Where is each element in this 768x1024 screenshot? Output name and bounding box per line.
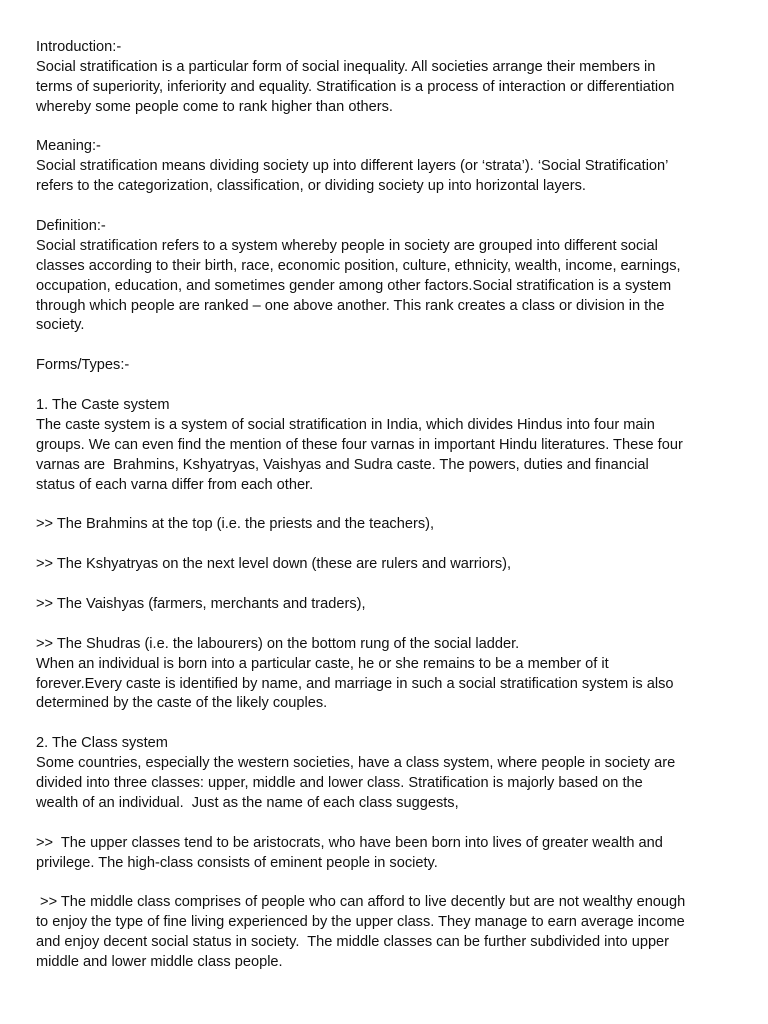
text-line: divided into three classes: upper, middle and lower class. Stratification is majorly based on the [36,774,643,791]
text-line: varnas are Brahmins, Kshyatryas, Vaishyas and Sudra caste. The powers, duties and financial [36,456,649,473]
text-line: occupation, education, and sometimes gender among other factors.Social stratification is a system [36,277,672,294]
text-line: forever.Every caste is identified by name, and marriage in such a social stratification system is also [36,675,674,692]
bullet-item: >> The upper classes tend to be aristocrats, who have been born into lives of greater wealth and [36,834,663,851]
blank-line [36,814,736,834]
section-heading: Introduction:- [36,39,122,55]
blank-line [36,495,736,515]
blank-line [36,615,736,635]
text-line: through which people are ranked – one above another. This rank creates a class or division in the [36,297,665,314]
text-line: middle and lower middle class people. [36,953,283,970]
blank-line [36,873,736,893]
bullet-item: >> The Vaishyas (farmers, merchants and traders), [36,595,366,612]
section-heading: Definition:- [36,218,106,235]
text-line: status of each varna differ from each other. [36,476,314,493]
blank-line [36,575,736,595]
text-line: refers to the categorization, classification, or dividing society up into horizontal layers. [36,178,586,195]
bullet-item: >> The Kshyatryas on the next level down (these are rulers and warriors), [36,556,512,573]
document-page [36,38,736,973]
blank-line [36,714,736,734]
text-line: whereby some people come to rank higher than others. [36,98,393,115]
text-line: When an individual is born into a particular caste, he or she remains to be a member of it [36,655,609,672]
blank-line [36,535,736,555]
subsection-heading: 2. The Class system [36,735,168,752]
text-line: The caste system is a system of social stratification in India, which divides Hindus into four main [36,416,655,433]
text-line: wealth of an individual. Just as the name of each class suggests, [36,794,459,811]
bullet-item: >> The middle class comprises of people who can afford to live decently but are not wealthy enough [36,894,686,911]
bullet-item: >> The Shudras (i.e. the labourers) on the bottom rung of the social ladder. [36,635,520,652]
text-line: privilege. The high-class consists of eminent people in society. [36,854,438,871]
blank-line [36,197,736,217]
bullet-item: >> The Brahmins at the top (i.e. the priests and the teachers), [36,516,435,533]
text-line: classes according to their birth, race, economic position, culture, ethnicity, wealth, income, earnings, [36,257,681,274]
text-line: Social stratification means dividing society up into different layers (or ‘strata’). ‘Social Stratification’ [36,158,669,175]
text-line: groups. We can even find the mention of these four varnas in important Hindu literatures. These four [36,436,683,453]
subsection-heading: 1. The Caste system [36,397,170,414]
text-line: Social stratification is a particular form of social inequality. All societies arrange their members in [36,58,656,75]
text-line: Social stratification refers to a system whereby people in society are grouped into different social [36,237,658,254]
text-line: society. [36,317,85,334]
text-line: and enjoy decent social status in society. The middle classes can be further subdivided into upper [36,934,670,951]
section-heading: Meaning:- [36,138,101,155]
blank-line [36,118,736,138]
blank-line [36,336,736,356]
text-line: Some countries, especially the western societies, have a class system, where people in society are [36,755,676,772]
text-line: terms of superiority, inferiority and equality. Stratification is a process of interaction or differentiation [36,78,675,95]
blank-line [36,376,736,396]
section-heading: Forms/Types:- [36,357,130,374]
text-line: to enjoy the type of fine living experienced by the upper class. They manage to earn average income [36,914,685,931]
text-line: determined by the caste of the likely couples. [36,695,328,712]
